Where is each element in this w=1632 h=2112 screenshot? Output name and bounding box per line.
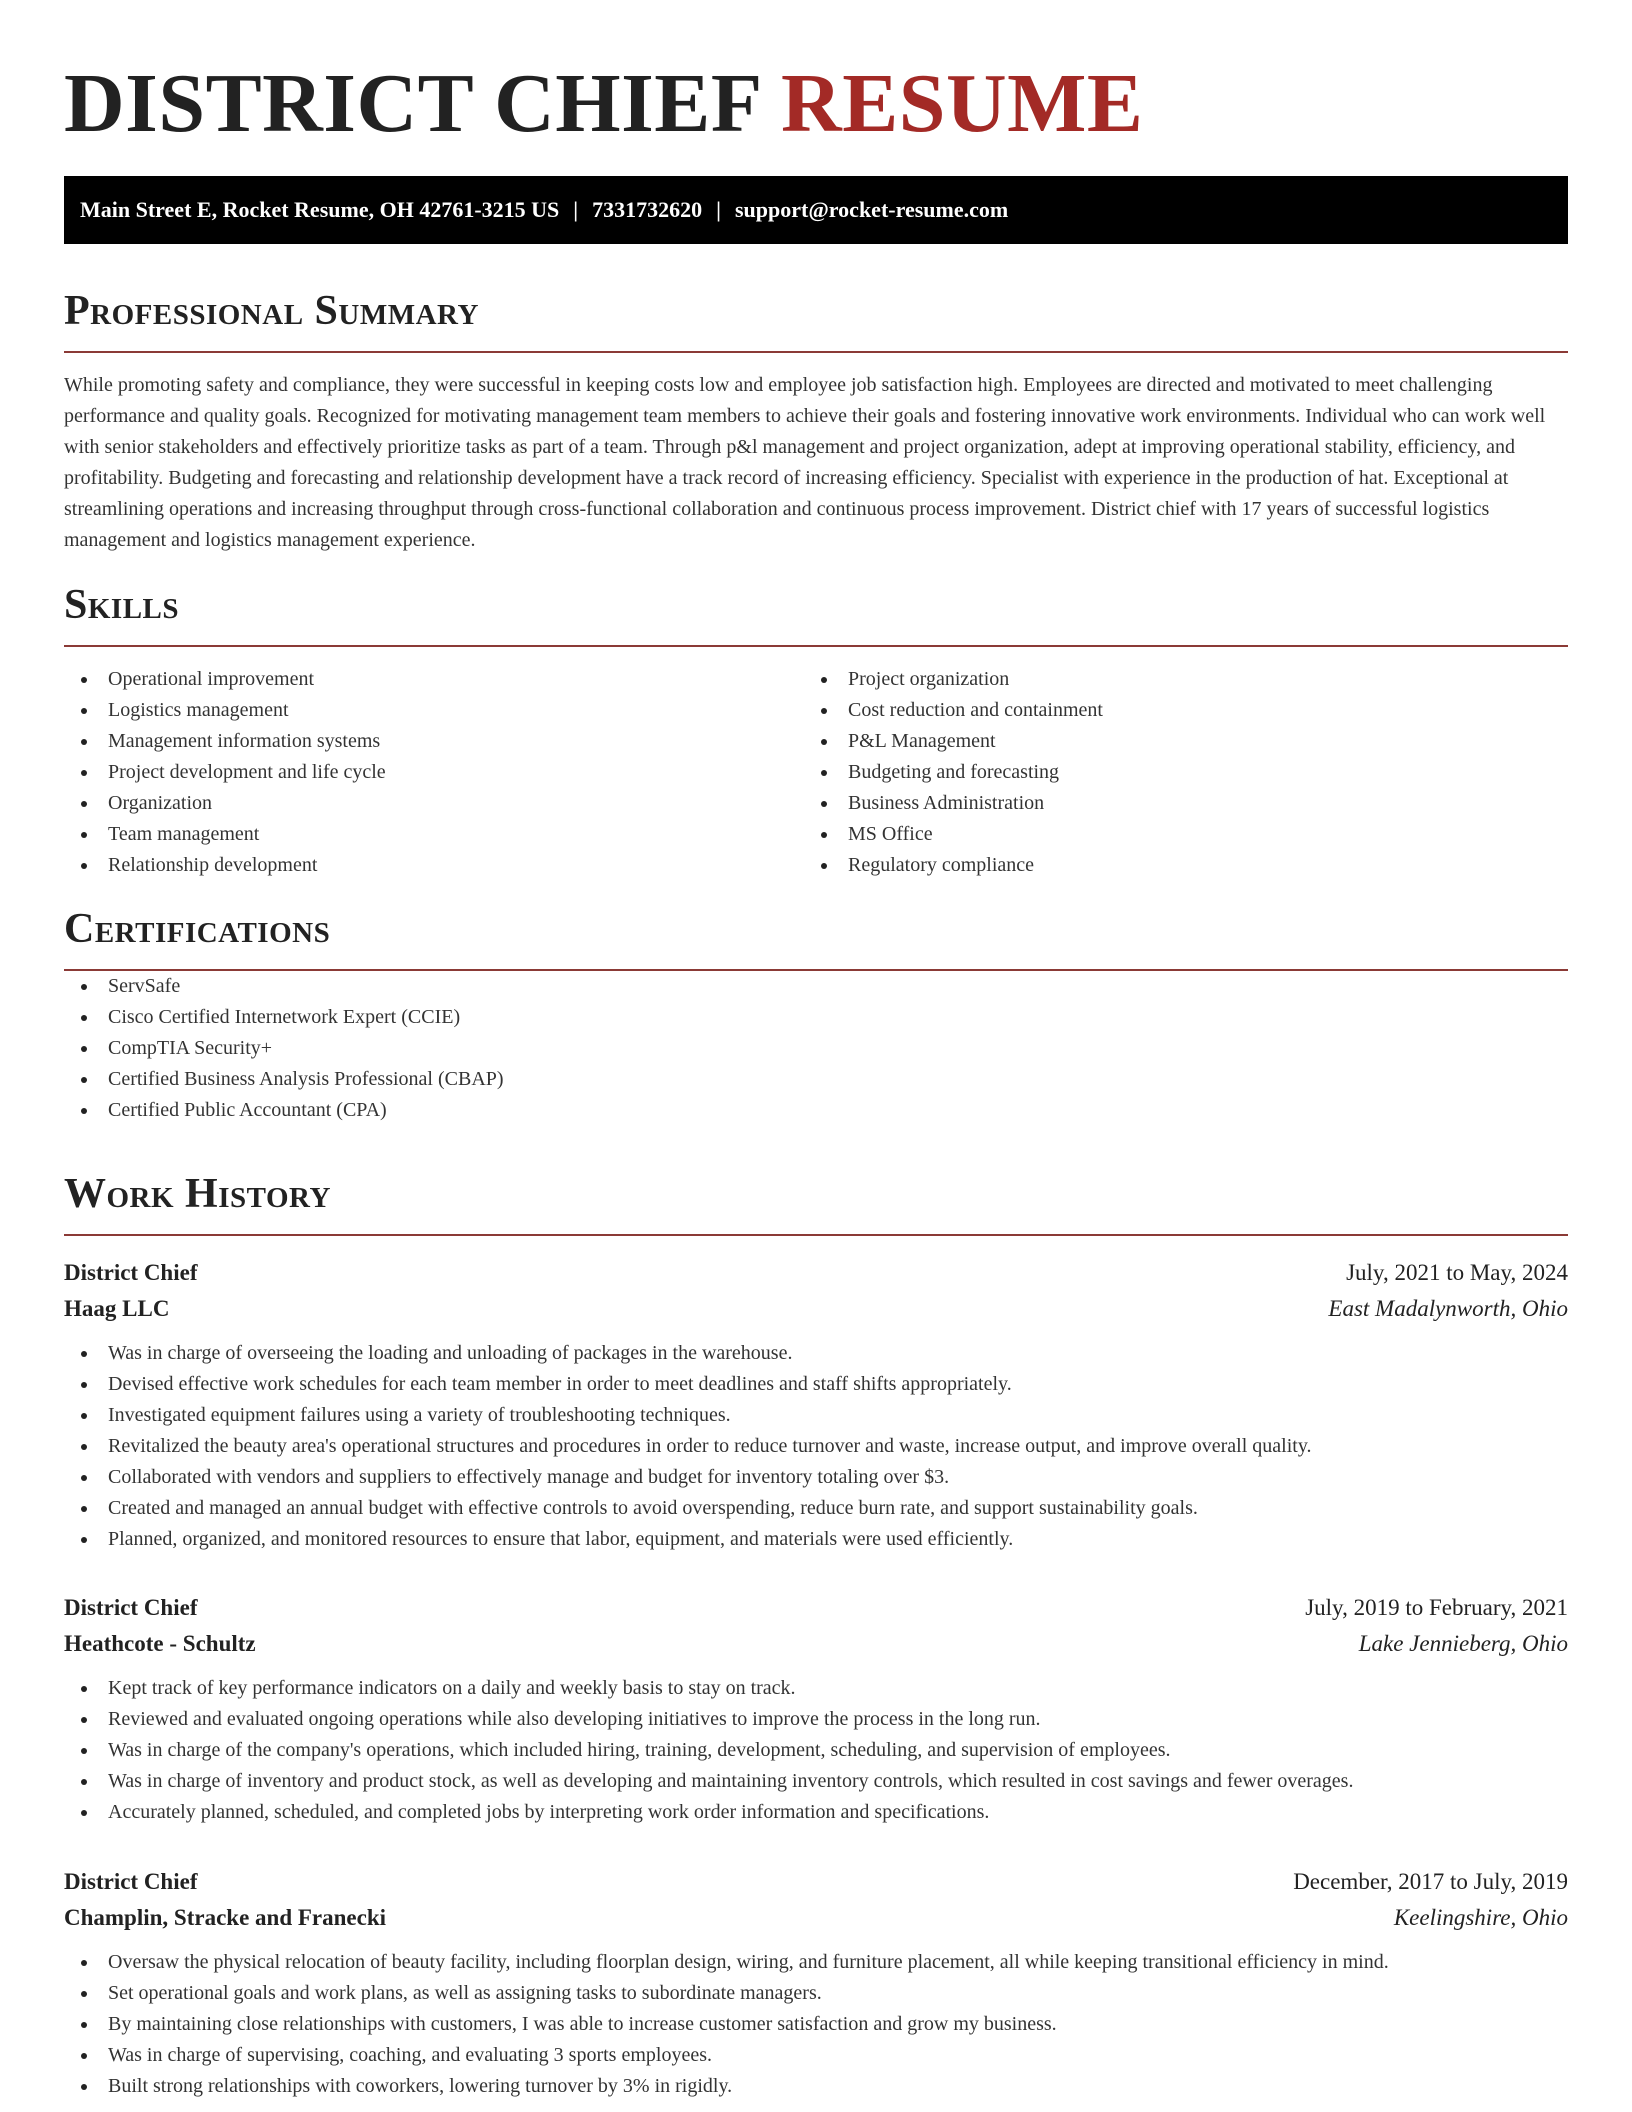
skill-item: Regulatory compliance (804, 850, 1544, 881)
job-duty: Built strong relationships with coworkers, lowering turnover by 3% in rigidly. (64, 2071, 1568, 2102)
job-duty: Was in charge of overseeing the loading and unloading of packages in the warehouse. (64, 1338, 1568, 1369)
job-duty: Created and managed an annual budget with effective controls to avoid overspending, reduce burn rate, and support sustainability goals. (64, 1493, 1568, 1524)
job-company: Heathcote - Schultz (64, 1631, 256, 1656)
certifications-section (64, 901, 1568, 1126)
skills-heading: Skills (64, 582, 180, 628)
contact-bar (64, 176, 1568, 244)
section-divider (64, 351, 1568, 353)
job-header-row (64, 1864, 1568, 1900)
skills-section (64, 577, 1568, 881)
job-duty: Set operational goals and work plans, as well as assigning tasks to subordinate managers. (64, 1978, 1568, 2009)
section-divider (64, 1234, 1568, 1236)
skill-item: Operational improvement (64, 664, 804, 695)
skill-item: Business Administration (804, 788, 1544, 819)
skill-item: Budgeting and forecasting (804, 757, 1544, 788)
skill-item: Project development and life cycle (64, 757, 804, 788)
skills-list-right (804, 664, 1544, 881)
job-duties-list (64, 1338, 1568, 1555)
summary-section (64, 283, 1568, 556)
work-history-heading: Work History (64, 1171, 331, 1217)
job-duty: By maintaining close relationships with customers, I was able to increase customer satisfaction and grow my business. (64, 2009, 1568, 2040)
job-location: Keelingshire, Ohio (1393, 1905, 1568, 1930)
job-duty: Was in charge of supervising, coaching, and evaluating 3 sports employees. (64, 2040, 1568, 2071)
skill-item: Project organization (804, 664, 1544, 695)
contact-address: Main Street E, Rocket Resume, OH 42761-3215 US (80, 197, 560, 222)
skill-item: Team management (64, 819, 804, 850)
job-duty: Accurately planned, scheduled, and completed jobs by interpreting work order information and specifications. (64, 1797, 1568, 1828)
job-dates: December, 2017 to July, 2019 (1293, 1869, 1568, 1894)
job-duty: Revitalized the beauty area's operational structures and procedures in order to reduce turnover and waste, increase output, and improve overall quality. (64, 1431, 1568, 1462)
job-company-row (64, 1900, 1568, 1936)
job-dates: July, 2019 to February, 2021 (1305, 1595, 1568, 1620)
title-resume-word: RESUME (781, 57, 1144, 150)
job-duty: Collaborated with vendors and suppliers to effectively manage and budget for inventory totaling over $3. (64, 1462, 1568, 1493)
summary-heading: Professional Summary (64, 288, 479, 334)
job-title: District Chief (64, 1260, 198, 1285)
job-duties-list (64, 1673, 1568, 1828)
job-company: Champlin, Stracke and Franecki (64, 1905, 387, 1930)
skills-columns (64, 664, 1568, 881)
job-header-row (64, 1255, 1568, 1291)
skill-item: Management information systems (64, 726, 804, 757)
job-dates: July, 2021 to May, 2024 (1346, 1260, 1568, 1285)
contact-separator: | (573, 197, 579, 222)
job-header-row (64, 1590, 1568, 1626)
job-duty: Investigated equipment failures using a variety of troubleshooting techniques. (64, 1400, 1568, 1431)
work-history-section (64, 1166, 1568, 1236)
job-title: District Chief (64, 1595, 198, 1620)
resume-title (64, 56, 1143, 152)
job-entry (64, 1255, 1568, 1555)
job-duty: Was in charge of inventory and product stock, as well as developing and maintaining inventory controls, which resulted in cost savings and fewer overages. (64, 1766, 1568, 1797)
job-location: East Madalynworth, Ohio (1328, 1296, 1568, 1321)
certification-item: ServSafe (64, 971, 1568, 1002)
skill-item: MS Office (804, 819, 1544, 850)
job-entry (64, 1864, 1568, 2102)
skill-item: P&L Management (804, 726, 1544, 757)
section-divider (64, 645, 1568, 647)
skill-item: Organization (64, 788, 804, 819)
summary-text: While promoting safety and compliance, they were successful in keeping costs low and employee job satisfaction high. Employees are directed and motivated to meet challenging performance and quality goals. Recognized for motivating management team members to achieve their goals and fostering innovative work environments. Individual who can work well with senior stakeholders and effectively prioritize tasks as part of a team. Through p&l management and project organization, adept at improving operational stability, efficiency, and profitability. Budgeting and forecasting and relationship development have a track record of increasing efficiency. Specialist with experience in the production of hat. Exceptional at streamlining operations and increasing throughput through cross-functional collaboration and continuous process improvement. District chief with 17 years of successful logistics management and logistics management experience. (64, 374, 1546, 551)
job-title: District Chief (64, 1869, 198, 1894)
job-company: Haag LLC (64, 1296, 170, 1321)
job-company-row (64, 1291, 1568, 1327)
certification-item: Certified Public Accountant (CPA) (64, 1095, 1568, 1126)
job-duty: Planned, organized, and monitored resources to ensure that labor, equipment, and materials were used efficiently. (64, 1524, 1568, 1555)
skill-item: Logistics management (64, 695, 804, 726)
title-job-name: DISTRICT CHIEF (64, 57, 760, 150)
job-duty: Was in charge of the company's operations, which included hiring, training, development, scheduling, and supervision of employees. (64, 1735, 1568, 1766)
certifications-list (64, 971, 1568, 1126)
job-duties-list (64, 1947, 1568, 2102)
job-entry (64, 1590, 1568, 1828)
job-duty: Reviewed and evaluated ongoing operations while also developing initiatives to improve the process in the long run. (64, 1704, 1568, 1735)
job-company-row (64, 1626, 1568, 1662)
job-duty: Devised effective work schedules for each team member in order to meet deadlines and staff shifts appropriately. (64, 1369, 1568, 1400)
certification-item: CompTIA Security+ (64, 1033, 1568, 1064)
skill-item: Relationship development (64, 850, 804, 881)
job-location: Lake Jennieberg, Ohio (1358, 1631, 1568, 1656)
certifications-heading: Certifications (64, 906, 331, 952)
contact-separator: | (716, 197, 721, 222)
skills-list-left (64, 664, 804, 881)
contact-email: support@rocket-resume.com (734, 197, 1009, 222)
job-duty: Kept track of key performance indicators on a daily and weekly basis to stay on track. (64, 1673, 1568, 1704)
certification-item: Cisco Certified Internetwork Expert (CCIE) (64, 1002, 1568, 1033)
contact-phone: 7331732620 (592, 197, 703, 222)
job-duty: Oversaw the physical relocation of beauty facility, including floorplan design, wiring, and furniture placement, all while keeping transitional efficiency in mind. (64, 1947, 1568, 1978)
certification-item: Certified Business Analysis Professional (CBAP) (64, 1064, 1568, 1095)
skill-item: Cost reduction and containment (804, 695, 1544, 726)
